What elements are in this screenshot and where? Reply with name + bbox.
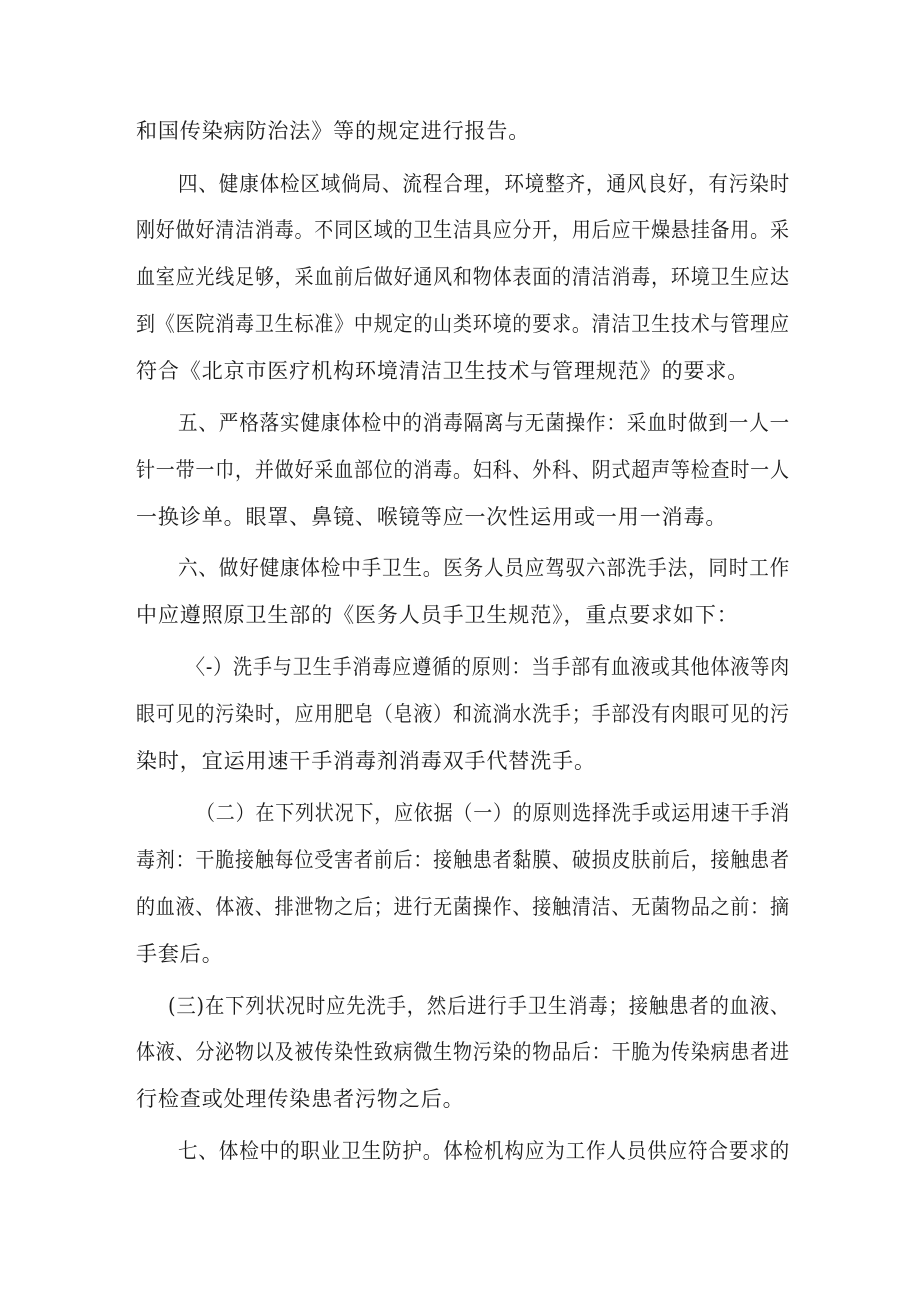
text-line-22: 七、体检中的职业卫生防护。体检机构应为工作人员供应符合要求的: [178, 1139, 790, 1163]
text-line-7: 五、严格落实健康体检中的消毒隔离与无菌操作：采血时做到一人一: [178, 411, 790, 435]
text-line-4: 血室应光线足够，采血前后做好通风和物体表面的清洁消毒，环境卫生应达: [136, 265, 790, 289]
text-line-5: 到《医院消毒卫生标准》中规定的山类环境的要求。清洁卫生技术与管理应: [136, 312, 790, 336]
text-line-12: 〈-）洗手与卫生手消毒应遵循的原则：当手部有血液或其他体液等肉: [186, 655, 791, 679]
text-line-6: 符合《北京市医疗机构环境清洁卫生技术与管理规范》的要求。: [136, 359, 750, 383]
text-line-20: 体液、分泌物以及被传染性致病微生物污染的物品后：干脆为传染病患者进: [136, 1040, 790, 1064]
text-line-16: 毒剂：干脆接触每位受害者前后：接触患者黏膜、破损皮肤前后，接触患者: [136, 848, 790, 872]
text-line-11: 中应遵照原卫生部的《医务人员手卫生规范》，重点要求如下：: [136, 603, 739, 627]
text-line-19: (三)在下列状况时应先洗手，然后进行手卫生消毒；接触患者的血液、: [168, 994, 791, 1018]
text-line-10: 六、做好健康体检中手卫生。医务人员应驾驭六部洗手法，同时工作: [178, 556, 790, 580]
text-line-9: 一换诊单。眼罩、鼻镜、喉镜等应一次性运用或一用一消毒。: [136, 505, 728, 529]
text-line-1: 和国传染病防治法》等的规定进行报告。: [136, 119, 531, 143]
text-line-14: 染时，宜运用速干手消毒剂消毒双手代替洗手。: [136, 749, 596, 773]
text-line-3: 刚好做好清洁消毒。不同区域的卫生洁具应分开，用后应干燥悬挂备用。采: [136, 218, 790, 242]
text-line-13: 眼可见的污染时，应用肥皂（皂液）和流淌水洗手；手部没有肉眼可见的污: [136, 702, 790, 726]
text-line-18: 手套后。: [136, 942, 224, 966]
text-line-21: 行检查或处理传染患者污物之后。: [136, 1087, 465, 1111]
text-line-17: 的血液、体液、排泄物之后；进行无菌操作、接触清洁、无菌物品之前：摘: [136, 895, 790, 919]
text-line-8: 针一带一巾，并做好采血部位的消毒。妇科、外科、阴式超声等检查时一人: [136, 458, 790, 482]
text-line-15: （二）在下列状况下，应依据（一）的原则选择洗手或运用速干手消: [196, 801, 790, 825]
text-line-2: 四、健康体检区域倘局、流程合理，环境整齐，通风良好，有污染时: [178, 172, 790, 196]
